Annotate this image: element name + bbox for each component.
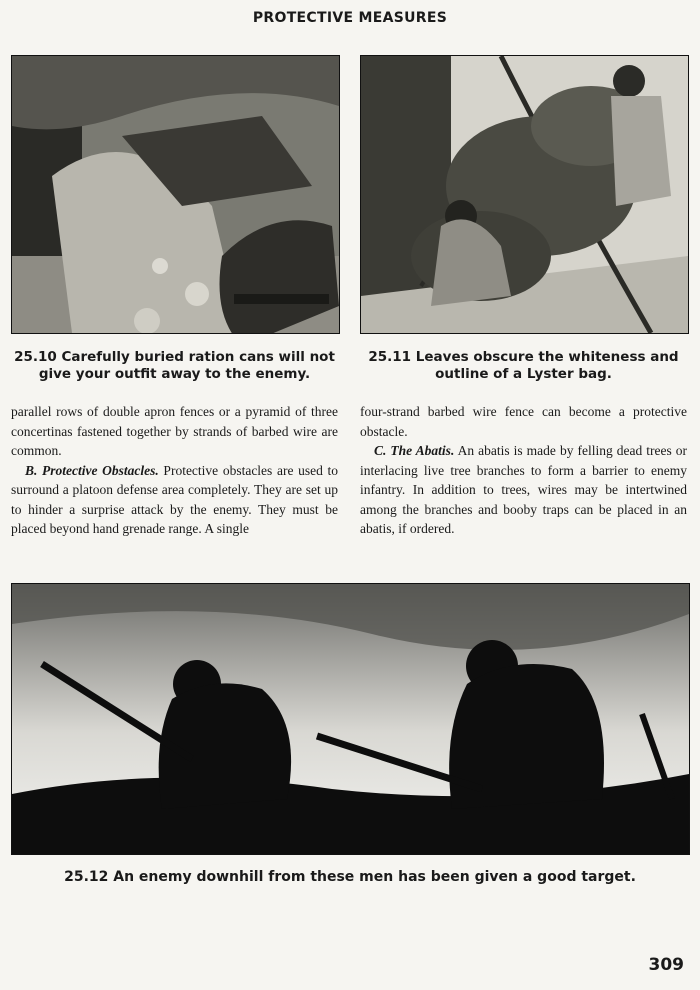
caption-line: give your outfit away to the enemy. (38, 366, 311, 382)
photo-buried-ration-cans (11, 55, 340, 334)
page-number: 309 (648, 955, 684, 975)
caption-figure-25-11 (360, 349, 687, 383)
caption-line: 25.11 Leaves obscure the whiteness and (368, 349, 679, 365)
run-in-heading: C. The Abatis. (374, 443, 455, 458)
caption-figure-25-10 (11, 349, 338, 383)
photo-silhouetted-soldiers (11, 583, 690, 855)
running-header: PROTECTIVE MEASURES (252, 10, 448, 26)
text-column-right (360, 402, 687, 539)
paragraph-text: An abatis is made by felling dead trees or interlacing live tree branches to form a barrier to enemy infantry. In addition to trees, wires may be intertwined among the branches and booby traps can be placed in an abatis, if ordered. (360, 443, 688, 536)
body-paragraph: parallel rows of double apron fences or a pyramid of three concertinas fastened together by strands of barbed wire are common. (11, 404, 338, 458)
run-in-heading: B. Protective Obstacles. (25, 462, 159, 478)
caption-line: outline of a Lyster bag. (435, 366, 612, 382)
body-paragraph (11, 461, 338, 539)
photo-lyster-bag-leaves (360, 55, 689, 334)
body-paragraph (360, 441, 687, 539)
caption-line: 25.12 An enemy downhill from these men has been given a good target. (64, 869, 636, 885)
body-paragraph: four-strand barbed wire fence can become a protective obstacle. (360, 404, 687, 439)
caption-line: 25.10 Carefully buried ration cans will not (14, 349, 335, 365)
caption-figure-25-12 (0, 869, 700, 886)
text-column-left (11, 402, 338, 539)
paragraph-text: Protective obstacles are used to surround a platoon defense area completely. They are set up to hinder a surprise attack by the enemy. They must be placed beyond hand grenade range. A single (11, 462, 338, 536)
